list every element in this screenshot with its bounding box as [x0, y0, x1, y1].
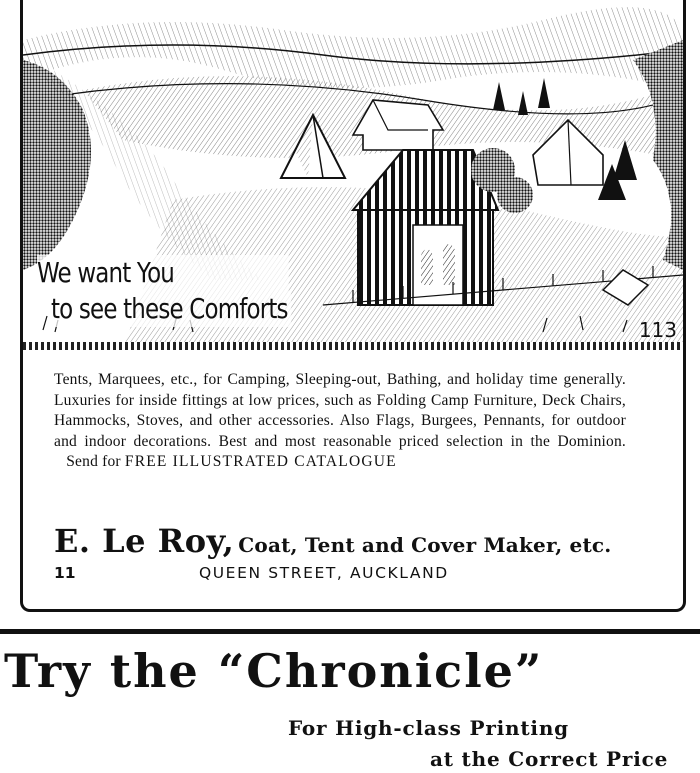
advertisement-box	[20, 0, 686, 612]
maker-name: E. Le Roy,	[54, 522, 235, 560]
address-line	[54, 564, 634, 582]
address-street: QUEEN STREET, AUCKLAND	[198, 564, 449, 582]
catalogue-offer: FREE ILLUSTRATED CATALOGUE	[124, 453, 397, 470]
maker-role: Coat, Tent and Cover Maker, etc.	[238, 533, 612, 557]
slogan-line-1: We want You	[37, 255, 288, 291]
chronicle-tagline-1: For High-class Printing	[288, 716, 569, 740]
slogan-line-2: to see these Comforts	[51, 291, 291, 327]
chronicle-headline: Try the “Chronicle”	[4, 644, 544, 698]
body-copy: Tents, Marquees, etc., for Camping, Sleeping-out, Bathing, and holiday time generally. Luxuries for inside fittings at low prices, such as Folding Camp Furniture, Deck Chairs, Hammocks, Stoves, and other accessories. Also Flags, Burgees, Pennants, for outdoor and indoor decorations. Best and most reasonable priced selection in the Dominion.	[54, 371, 626, 450]
slogan	[37, 255, 344, 327]
advertisement-body	[54, 370, 626, 473]
plate-number: 113	[638, 318, 677, 342]
section-rule	[0, 629, 700, 634]
dotted-divider	[23, 342, 683, 350]
maker-line	[54, 522, 634, 560]
catalogue-prefix: Send for	[66, 453, 121, 470]
address-number: 11	[54, 564, 76, 582]
chronicle-tagline-2: at the Correct Price	[430, 747, 669, 771]
